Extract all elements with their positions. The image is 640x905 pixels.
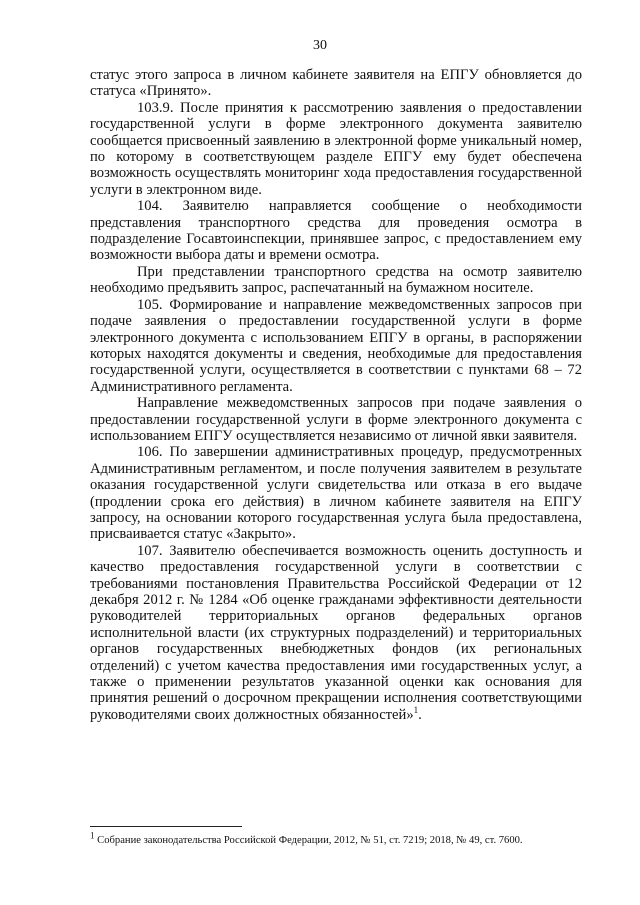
paragraph: При представлении транспортного средства на осмотр заявителю необходимо предъявить запрос, распечатанный на бумажном носителе. xyxy=(90,263,582,297)
page-number: 30 xyxy=(313,38,327,53)
paragraph: 107. Заявителю обеспечивается возможность оценить доступность и качество предоставления государственной услуги в соответствии с требованиями постановления Правительства Российской Федерации от 12 декабря 2012 г. № 1284 «Об оценке гражданами эффективности деятельности руководителей территориальных органов федеральных органов исполнительной власти (их структурных подразделений) и территориальных органов государственных внебюджетных фондов (их региональных отделений) с учетом качества предоставления ими государственных услуг, а также о применении результатов указанной оценки как основания для принятия решений о досрочном прекращении исполнения соответствующими руководителями своих должностных обязанностей»$^1$. xyxy=(90,542,582,723)
paragraph: Направление межведомственных запросов при подаче заявления о предоставлении государственной услуги в форме электронного документа с использованием ЕПГУ осуществляется независимо от личной явки заявителя. xyxy=(90,395,582,444)
footnote-divider xyxy=(90,826,242,827)
footnote xyxy=(90,830,582,847)
footnote-reference: 1 xyxy=(413,704,419,715)
paragraph: 105. Формирование и направление межведомственных запросов при подаче заявления о предоставлении государственной услуги в форме электронного документа с использованием ЕПГУ в органы, в распоряжении которых находятся документы и сведения, необходимые для предоставления государственной услуги, осуществляется в соответствии с пунктами 68 – 72 Административного регламента. xyxy=(90,296,582,395)
footnote-marker: 1 xyxy=(90,830,95,841)
document-body xyxy=(90,67,582,723)
paragraph: 104. Заявителю направляется сообщение о необходимости представления транспортного средства для проведения осмотра в подразделение Госавтоинспекции, принявшее запрос, с предоставлением ему возможности выбора даты и времени осмотра. xyxy=(90,198,582,264)
paragraph: статус этого запроса в личном кабинете заявителя на ЕПГУ обновляется до статуса «Принято». xyxy=(90,67,582,100)
footnote-text: Собрание законодательства Российской Федерации, 2012, № 51, ст. 7219; 2018, № 49, ст. 7600. xyxy=(97,835,523,846)
paragraph-text: 107. Заявителю обеспечивается возможность оценить доступность и качество предоставления государственной услуги в соответствии с требованиями постановления Правительства Российской Федерации от 12 декабря 2012 г. № 1284 «Об оценке гражданами эффективности деятельности руководителей территориальных органов федеральных органов исполнительной власти (их структурных подразделений) и территориальных органов государственных внебюджетных фондов (их региональных отделений) с учетом качества предоставления ими государственных услуг, а также о применении результатов указанной оценки как основания для принятия решений о досрочном прекращении исполнения соответствующими руководителями своих должностных обязанностей» xyxy=(90,542,582,723)
paragraph: 103.9. После принятия к рассмотрению заявления о предоставлении государственной услуги в форме электронного документа заявителю сообщается присвоенный заявлению в электронной форме уникальный номер, по которому в соответствующем разделе ЕПГУ ему будет обеспечена возможность осуществлять мониторинг хода предоставления государственной услуги в электронном виде. xyxy=(90,99,582,198)
paragraph: 106. По завершении административных процедур, предусмотренных Административным регламентом, и после получения заявителем в результате оказания государственной услуги свидетельства или отказа в его выдаче (продлении срока его действия) в личном кабинете заявителя на ЕПГУ запросу, на основании которого государственная услуга была предоставлена, присваивается статус «Закрыто». xyxy=(90,444,582,543)
